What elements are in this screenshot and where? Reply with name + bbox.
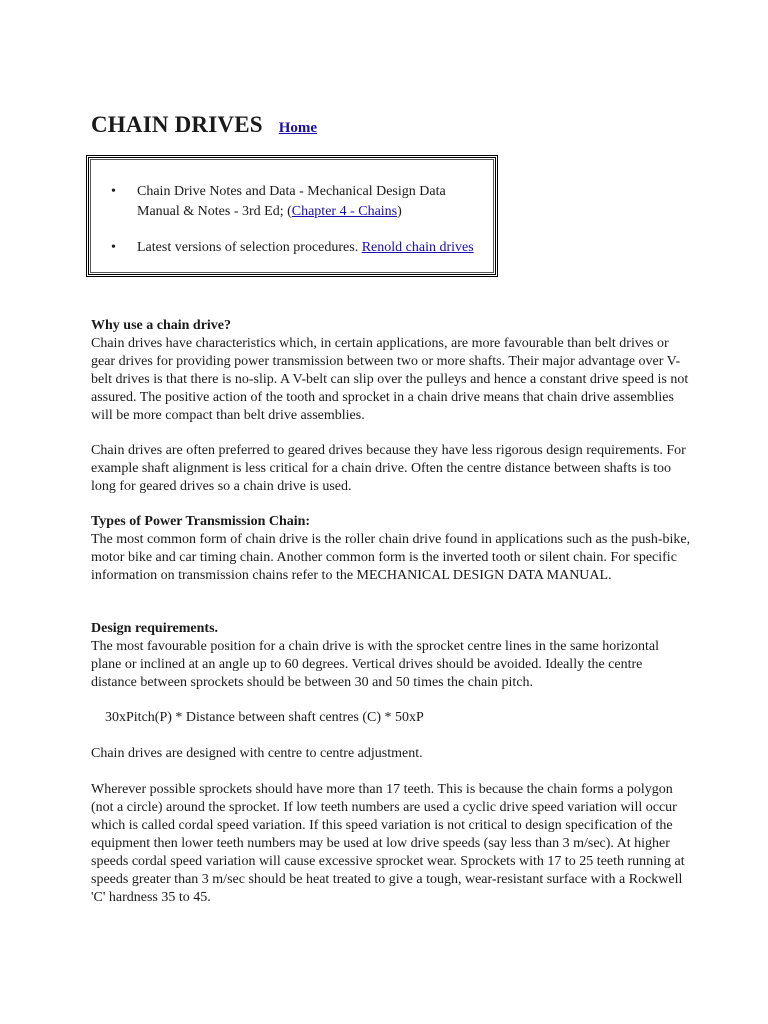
chapter-4-chains-link[interactable]: Chapter 4 - Chains (291, 204, 398, 219)
why-paragraph-2-block (91, 442, 691, 496)
design-paragraph-3-block (91, 781, 691, 907)
page-title: CHAIN DRIVES (91, 112, 263, 137)
list-item-text (137, 238, 483, 258)
list-item-chain-notes (111, 182, 483, 222)
design-paragraph-2-block (91, 745, 691, 763)
why-paragraph-1: Chain drives have characteristics which, in certain applications, are more favourable than belt drives or gear drives for providing power transmission between two or more shafts. Their major advantage over V-belt drives is that there is no-slip. A V-belt can slip over the pulleys and hence a constant drive speed is not assured. The positive action of the tooth and sprocket in a chain drive means that chain drive assemblies will be more compact than belt drive assemblies. (91, 336, 689, 423)
chain-notes-text: Chain Drive Notes and Data - Mechanical Design Data Manual & Notes - 3rd Ed; ( (137, 184, 446, 219)
design-paragraph-1: The most favourable position for a chain drive is with the sprocket centre lines in the same horizontal plane or inclined at an angle up to 60 degrees. Vertical drives should be avoided. Ideally the centre distance between sprockets should be between 30 and 50 times the chain pitch. (91, 639, 659, 690)
why-paragraph-2: Chain drives are often preferred to geared drives because they have less rigorous design requirements. For example shaft alignment is less critical for a chain drive. Often the centre distance between shafts is too long for geared drives so a chain drive is used. (91, 443, 686, 494)
chain-notes-suffix: ) (397, 204, 402, 219)
design-paragraph-3: Wherever possible sprockets should have more than 17 teeth. This is because the chain forms a polygon (not a circle) around the sprocket. If low teeth numbers are used a cyclic drive speed variation will occur which is called cordal speed variation. If this speed variation is not critical to design specification of the equipment then lower teeth numbers may be used at low drive speeds (say less than 3 m/sec). At higher speeds cordal speed variation will cause excessive sprocket wear. Sprockets with 17 to 25 teeth running at speeds greater than 3 m/sec should be heat treated to give a tough, wear-resistant surface with a Rockwell 'C' hardness 35 to 45. (91, 782, 685, 905)
title-row (91, 112, 317, 138)
why-section (91, 317, 691, 425)
selection-procedures-text: Latest versions of selection procedures. (137, 240, 362, 255)
list-item-selection-procedures (111, 238, 483, 258)
types-paragraph-1: The most common form of chain drive is the roller chain drive found in applications such as the push-bike, motor bike and car timing chain. Another common form is the inverted tooth or silent chain. For specific information on transmission chains refer to the MECHANICAL DESIGN DATA MANUAL. (91, 532, 691, 583)
home-link[interactable]: Home (278, 120, 318, 136)
renold-chain-drives-link[interactable]: Renold chain drives (361, 240, 474, 255)
links-box (86, 155, 498, 277)
design-section (91, 620, 691, 692)
design-heading: Design requirements. (91, 621, 219, 636)
list-item-text (137, 182, 483, 222)
types-section (91, 513, 691, 585)
types-heading: Types of Power Transmission Chain: (91, 514, 311, 529)
design-paragraph-2: Chain drives are designed with centre to centre adjustment. (91, 746, 423, 761)
why-heading: Why use a chain drive? (91, 318, 232, 333)
chain-pitch-formula: 30xPitch(P) * Distance between shaft centres (C) * 50xP (105, 710, 424, 725)
